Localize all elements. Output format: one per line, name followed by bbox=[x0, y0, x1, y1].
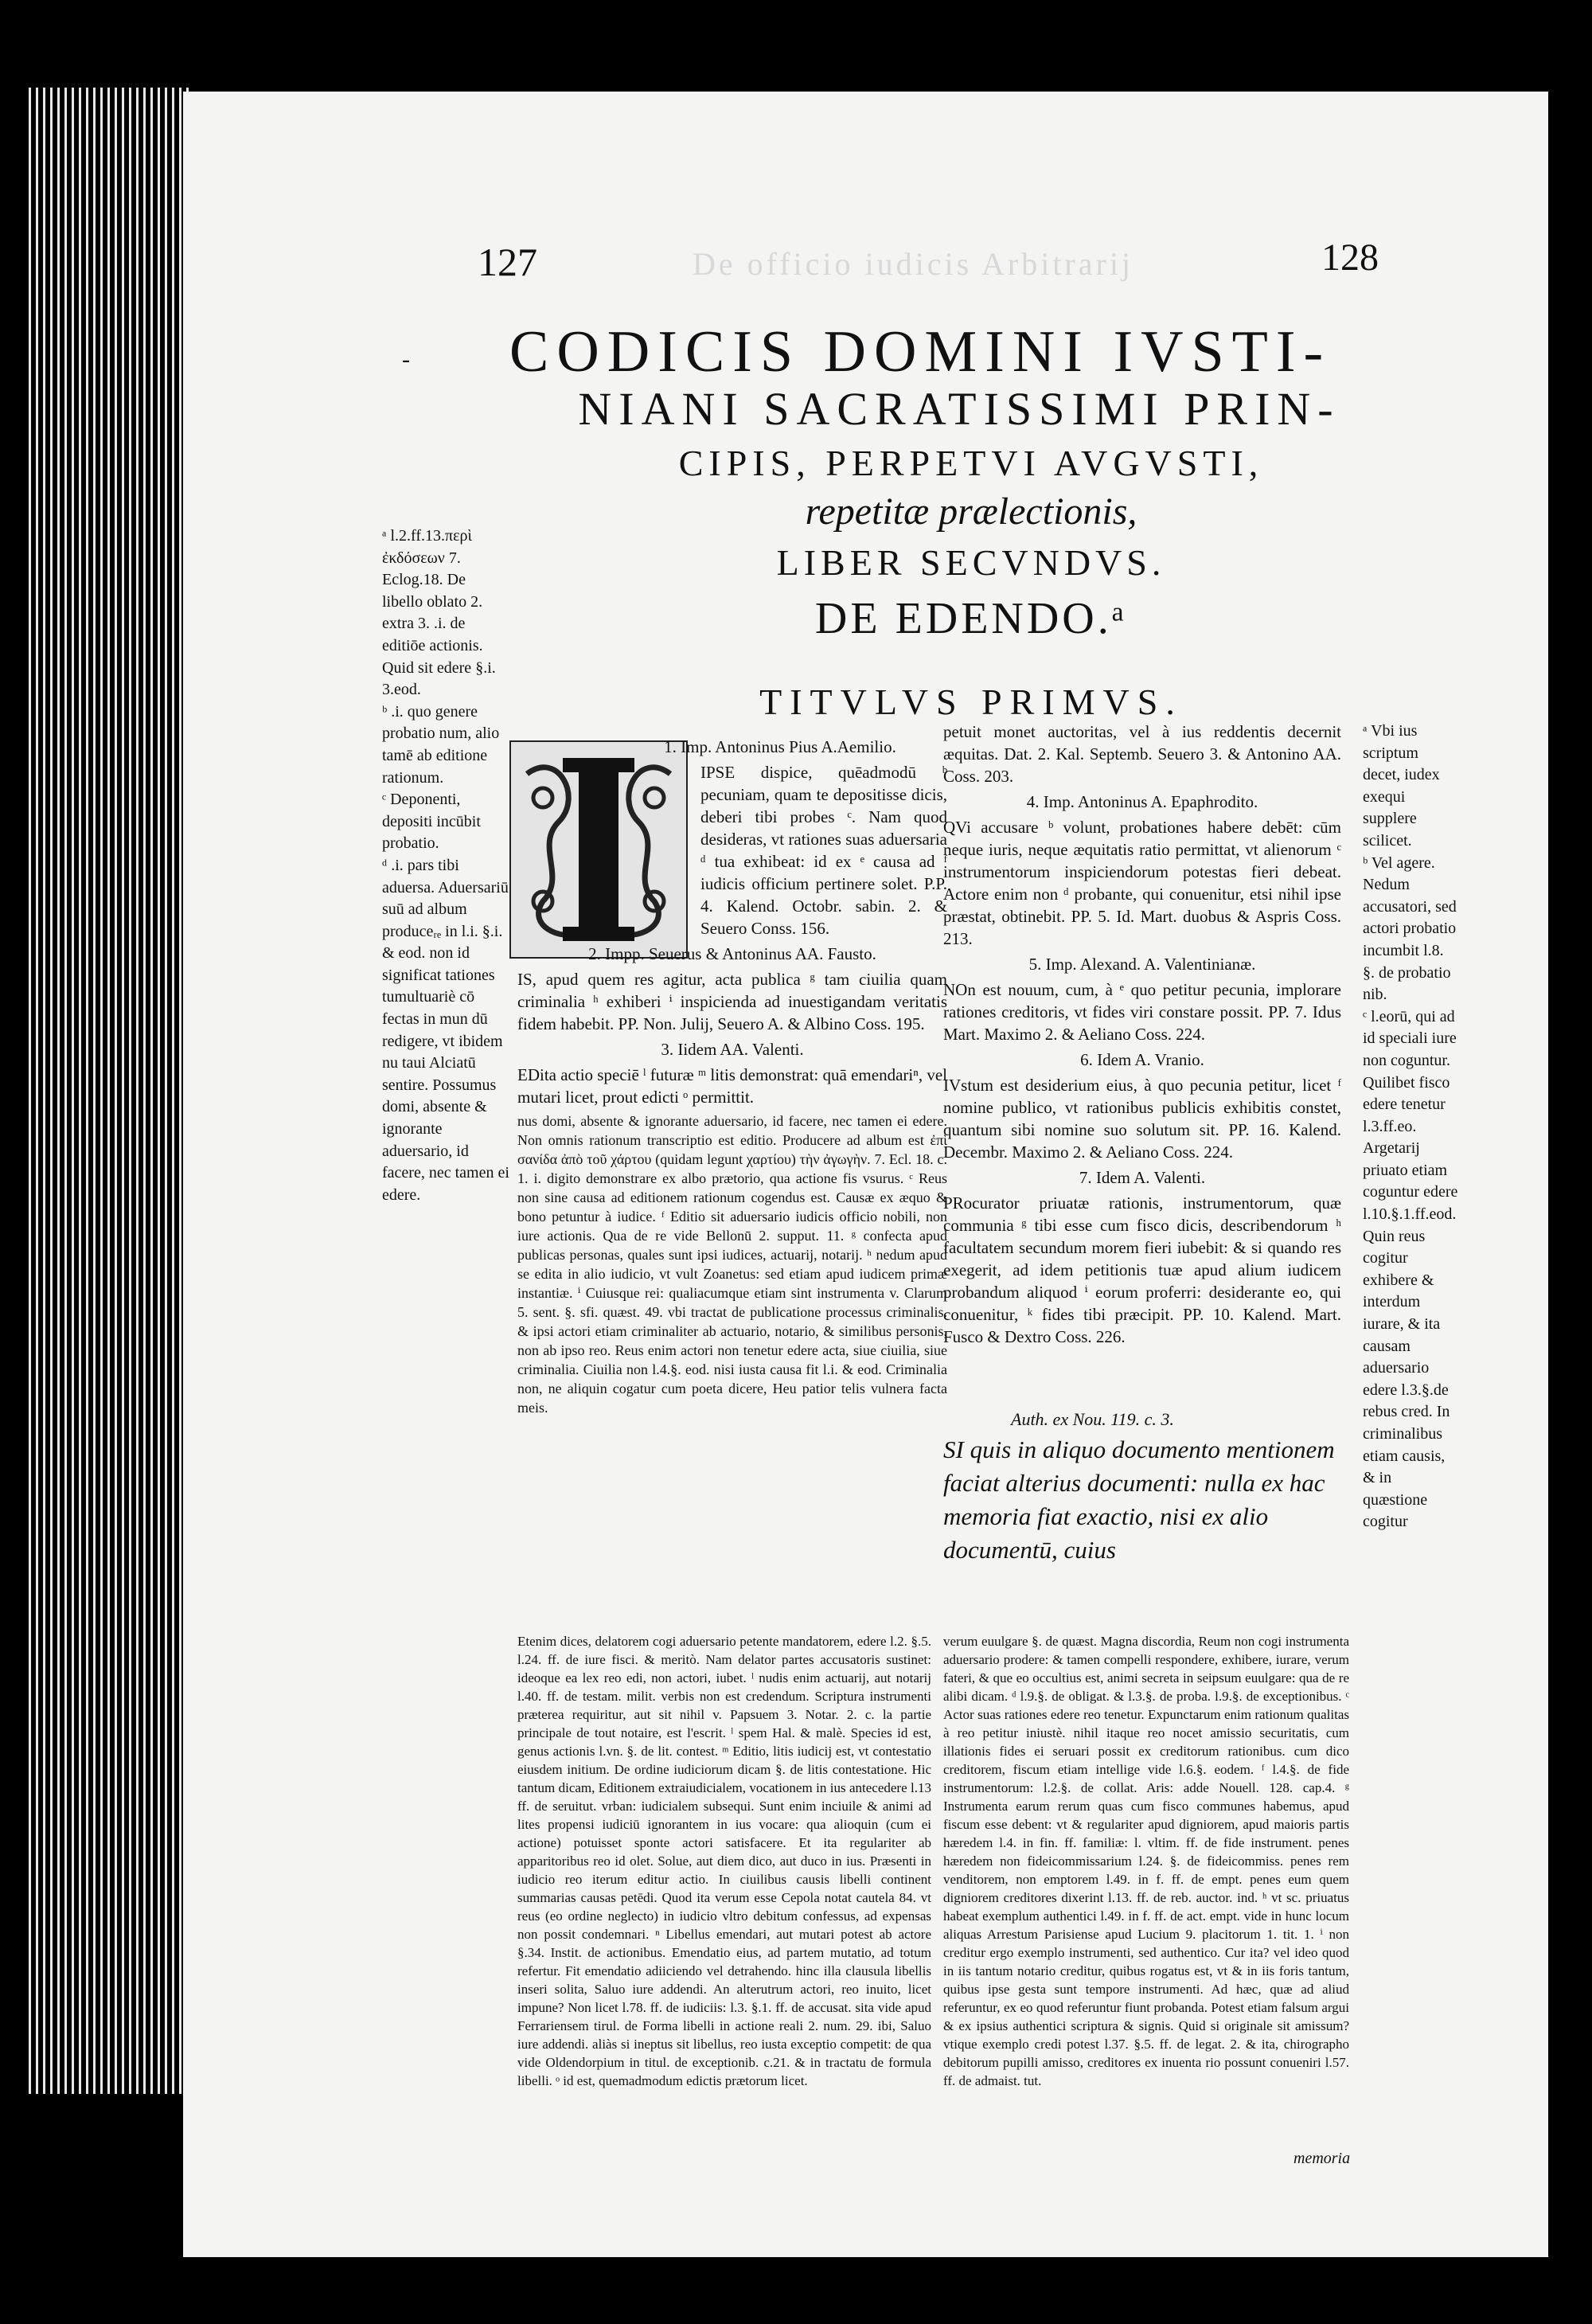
law-3-heading: 3. Iidem AA. Valenti. bbox=[661, 1040, 804, 1059]
right-lower-commentary: verum euulgare §. de quæst. Magna discordia, Reum non cogi instrumenta aduersario prodere: & tamen compelli respondere, exhibere, iurare, verum fateri, & que eo occultius est, animi secreta in seipsum euulgare: qua de re alibi dicam. ᵈ l.9.§. de obligat. & l.3.§. de proba. l.9.§. de exceptionibus. ᶜ Actor suas rationes edere reo tenetur. Expunctarum enim rationum qualitas à reo petitur iniustè. nihil itaque reo nocet amissio securitatis, cum illationis fides ei seruari possit ex creditorum rationibus. cum dico creditorem, fiscum etiam intellige vide l.6.§. eodem. ᶠ l.4.§. de fide instrumentorum: l.2.§. de collat. Aris: adde Nouell. 128. cap.4. ᵍ Instrumenta earum rerum quas cum fisco communes habemus, apud fiscum esse debent: vt & regulariter apud digniorem, apud maioris partis hæredem l.4. in fin. ff. familiæ: l. vltim. ff. de fide instrument. penes hæredem non fideicommissarium l.24. §. de fideicommiss. penes rem venditorem, non emptorem l.49. in f. ff. de empt. penes eum quem digniorem creditores dixerint l.13. ff. de reb. auctor. ind. ʰ vt sc. priuatus habeat exemplum authentici l.49. in f. ff. de act. empt. vide in hunc locum aliquas Arrestum Parisiense apud Lucium 9. placitorum 1. tit. 1. ⁱ non creditur ergo exemplo instrumenti, sed authentico. Cur ita? vel ideo quod in iis tantum notario creditur, quibus rogatus est, vt & in iis foris tantum, quibus ipse gesta sunt tempore instrumenti. Ad hæc, quæ ad aliud referuntur, ex eo quod referuntur fiunt probanda. Potest etiam falsum argui & ex ipsius authentici scriptura & signis. Quid si originale sit amissum? vtique exemplo credi potest l.37. §.5. ff. de legat. 2. & ita, chirographo debitorum pupilli amisso, creditores ex inuenta rio possunt conueniri l.57. ff. de admaist. tut. bbox=[943, 1634, 1349, 2088]
law-5-heading: 5. Imp. Alexand. A. Valentinianæ. bbox=[1028, 955, 1256, 974]
page-number-right: 128 bbox=[1321, 236, 1379, 279]
law-6-heading: 6. Idem A. Vranio. bbox=[1080, 1050, 1204, 1069]
page-number-left: 127 bbox=[478, 240, 537, 284]
heading-line-1: CODICIS DOMINI IVSTI- bbox=[509, 319, 1332, 385]
heading-line-3: CIPIS, PERPETVI AVGVSTI, bbox=[678, 443, 1264, 483]
book-title: LIBER SECVNDVS. bbox=[776, 542, 1166, 583]
authentica-text: SI quis in aliquo documento mentionem faciat alterius documenti: nulla ex hac memoria fiat exactio, nisi ex alio documentū, cuius bbox=[943, 1435, 1335, 1564]
authentica-title: Auth. ex Nou. 119. c. 3. bbox=[1011, 1409, 1174, 1429]
law-3-text: EDita actio speciē ˡ futuræ ᵐ litis demonstrat: quā emendariⁿ, vel mutari licet, prout edicti ᵒ permittit. bbox=[517, 1065, 947, 1107]
right-edge bbox=[1552, 0, 1592, 2324]
titulus-heading: TITVLVS PRIMVS. bbox=[759, 682, 1183, 722]
law-3-continuation: petuit monet auctoritas, vel à ius reddentis decernit æquitas. Dat. 2. Kal. Septemb. Seuero 3. & Antonino AA. Coss. 203. bbox=[943, 722, 1341, 786]
right-margin-notes: ᵃ Vbi ius scriptum decet, iudex exequi supplere scilicet. ᵇ Vel agere. Nedum accusatori, sed actori probatio incumbit l.8. §. de probatio nib. ᶜ l.eorū, qui ad id speciali iure non coguntur. Quilibet fisco edere tenetur l.3.ff.eo. Argetarij priuato etiam coguntur edere l.10.§.1.ff.eod. Quin reus cogitur exhibere & interdum iurare, & ita causam aduersario edere l.3.§.de rebus cred. In criminalibus etiam causis, & in quæstione cogitur bbox=[1363, 722, 1458, 1531]
law-4-heading: 4. Imp. Antoninus A. Epaphrodito. bbox=[1026, 792, 1258, 811]
law-1-heading: 1. Imp. Antoninus Pius A.Aemilio. bbox=[664, 737, 896, 756]
law-2-text: IS, apud quem res agitur, acta publica ᵍ tam ciuilia quam criminalia ʰ exhiberi ⁱ inspicienda ad inuestigandam veritatis fidem habebit. PP. Non. Julij, Seuero A. & Albino Coss. 195. bbox=[517, 970, 947, 1033]
law-7-text: PRocurator priuatæ rationis, instrumentorum, quæ communia ᵍ tibi esse cum fisco dicis, describendorum ʰ facultatem secundum morem fieri iubebit: & si quando res exegerit, ad idem petitionis tuæ apud alium iudicem probandum aliquod ⁱ eorum proferri: desiderante eo, qui conuenitur, ᵏ fides tibi præcipit. PP. 10. Kalend. Mart. Fusco & Dextro Coss. 226. bbox=[943, 1193, 1341, 1346]
bleed-through-text: De officio iudicis Arbitrarij bbox=[693, 246, 1134, 282]
left-lower-commentary: Etenim dices, delatorem cogi aduersario petente mandatorem, edere l.2. §.5. l.24. ff. de iure fisci. & meritò. Nam delator partes accusatoris sustinet: ideoque ea lex reo edi, non actori, iubet. ˡ nudis enim actuarij, aut notarij l.40. ff. de testam. milit. verbis non est credendum. Scriptura instrumenti præterea requiritur, aut sit nihil v. Papsuem 3. Notar. 2. c. la partie principale de tout notaire, est l'escrit. ˡ spem Hal. & malè. Species id est, genus actionis l.vn. §. de lit. contest. ᵐ Editio, litis iudicij est, vt contestatio eiusdem initium. De ordine iudiciorum dicam §. de litis contestatione. Hic tantum dicam, Editionem extraiudicialem, vocationem in ius antecedere l.13 ff. de seruitut. vrban: iudicialem subsequi. Sunt enim inciuile & animi ad lites propensi iudiciū ignorantem in ius vocare: qua alioquin (cum ei actione) potuisset sponte actori satisfacere. Et ita regulariter ab apparitoribus reo id olet. Solue, aut diem dico, aut duco in ius. Præsenti in iudicio reo iterum editur actio. In ciuilibus causis libelli continent summarias causas petēdi. Quod ita verum esse Cepola notat cautela 84. vt reus (eo ordine neglecto) in iudicio vltro debitum confessus, ad expensas non possit condemnari. ⁿ Libellus emendari, aut mutari potest ab actore §.34. Instit. de actionibus. Emendatio eius, ad partem mutatio, ad totum refertur. Fit emendatio adiiciendo vel detrahendo. hinc illa clausula libellis inseri solita, Saluo iure addendi. An alterutrum actori, reo inuito, licet impune? Non licet l.78. ff. de iudiciis: l.3. §.1. ff. de accusat. sita vide apud Ferrariensem tirul. de Forma libelli in actione reali 2. num. 29. ibi, Saluo iure addendi. aliàs si ineptus sit libellus, reo iusta exceptio competit: de qua vide Oldendorpium in titul. de exceptionib. c.21. & in tractatu de formula libelli. ᵒ id est, quemadmodum edictis prætorum licet. bbox=[517, 1634, 931, 2088]
margin-dash: - bbox=[402, 346, 410, 373]
catchword: memoria bbox=[1294, 2150, 1351, 2167]
law-6-text: IVstum est desiderium eius, à quo pecunia petitur, licet ᶠ nomine publico, vt rationibus publicis exhibitis constet, quantum sibi nomine suo solutum sit. PP. 16. Kalend. Decembr. Maximo 2. & Aeliano Coss. 224. bbox=[943, 1076, 1341, 1162]
law-7-heading: 7. Idem A. Valenti. bbox=[1079, 1168, 1206, 1187]
law-4-text: QVi accusare ᵇ volunt, probationes habere debēt: cūm neque iuris, neque æquitatis ratio permittat, vt alienorum ᶜ instrumentorum inspiciendorum potestas fieri debeat. Actore enim non ᵈ probante, qui conuenitur, etsi nihil ipse præstat, obtinebit. PP. 5. Id. Mart. duobus & Aspris Coss. 213. bbox=[943, 818, 1341, 948]
heading-line-4: repetitæ prælectionis, bbox=[805, 490, 1137, 533]
law-1-text: IPSE dispice, quēadmodū ᵇ pecuniam, quam te depositisse dicis, deberi tibi probes ᶜ. Nam quod desideras, vt rationes suas aduersaria ᵈ tua exhibeat: id ex ᵉ causa ad ᶠ iudicis officium pertinere solet. P.P. 4. Kalend. Octobr. sabin. 2. & Seuero Conss. 156. bbox=[700, 763, 947, 938]
page-stack bbox=[24, 88, 191, 2094]
law-5-text: NOn est nouum, cum, à ᵉ quo petitur pecunia, implorare rationes creditoris, vt fides viri constare possit. PP. 7. Idus Mart. Maximo 2. & Aeliano Coss. 224. bbox=[943, 980, 1341, 1044]
commentary-text: nus domi, absente & ignorante aduersario, id facere, nec tamen ei edere. Non omnis rationum transcriptio est editio. Producere ad album est ἐπὶ σανίδα ἀπὸ τοῦ χάρτου (quidam legunt χαρτίου) τὴν ἀγωγὴν. 7. Ecl. 18. c. 1. i. digito demonstrare ex albo prætorio, qua actione fis vsurus. ᶜ Reus non sine causa ad editionem rationum cogendus est. Causæ ex æquo & bono petuntur à iudice. ᶠ Editio sit aduersario iudicis officio nobili, non iure actionis. Qua de re vide Bellonū 2. supput. 11. ᵍ confecta apud publicas personas, quales sunt ipsi iudices, actuarij, notarij. ʰ nedum apud se edita in alio iudicio, vt vult Zoanetus: sed etiam apud iudicem primæ instantiæ. ⁱ Cuiusque rei: qualiacumque etiam sint instrumenta v. Clarum 5. sent. §. sfi. quæst. 49. vbi tractat de publicatione processus criminalis. & ipsi actori etiam criminaliter ab actuario, notario, & similibus personis, non ab ipso reo. Reus enim actori non tenetur edere acta, siue ciuilia, siue criminalia. Ciuilia non l.4.§. eod. nisi iusta causa fit l.i. & eod. Criminalia non, ne aliquin cogatur cum poeta dicere, Heu patior telis vulnera facta meis. bbox=[517, 1113, 947, 1416]
law-2-heading: 2. Impp. Seuerus & Antoninus AA. Fausto. bbox=[588, 944, 876, 963]
right-column bbox=[943, 721, 1341, 1351]
section-title: DE EDENDO.ᵃ bbox=[814, 594, 1128, 643]
heading-line-2: NIANI SACRATISSIMI PRIN- bbox=[578, 383, 1340, 435]
left-margin-notes: ᵃ l.2.ff.13.περὶ ἐκδόσεων 7. Eclog.18. De libello oblato 2. extra 3. .i. de editiōe actionis. Quid sit edere §.i. 3.eod. ᵇ .i. quo genere probatio num, alio tamē ab editione rationum. ᶜ Deponenti, depositi incūbit probatio. ᵈ .i. pars tibi aduersa. Aduersariū suū ad album produceᵣₑ in l.i. §.i. & eod. non id significat tationes tumultuariè cō fectas in mun dū redigere, vt ibidem nu taui Alciatū sentire. Possumus domi, absente & ignorante aduersario, id facere, nec tamen ei edere. bbox=[382, 527, 509, 1204]
left-column bbox=[517, 732, 947, 1420]
